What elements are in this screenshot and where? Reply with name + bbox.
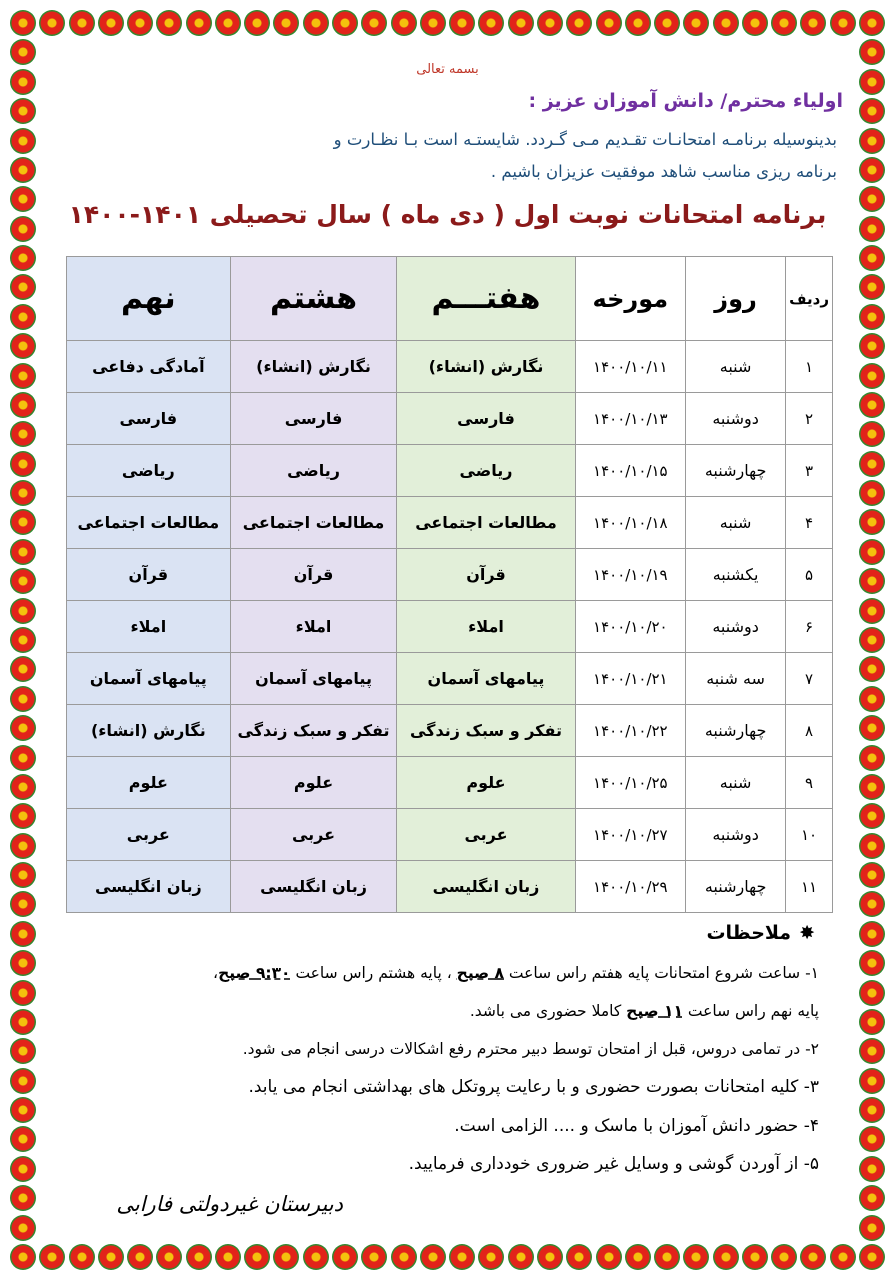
red-flower-icon (10, 509, 36, 535)
red-flower-icon (10, 862, 36, 888)
table-row (67, 705, 833, 757)
red-flower-icon (10, 803, 36, 829)
red-flower-icon (859, 304, 885, 330)
red-flower-icon (742, 1244, 768, 1270)
row-grade-8-subject: نگارش (انشاء) (230, 341, 397, 393)
greeting: اولیاء محترم/ دانش آموزان عزیز : (528, 90, 843, 112)
red-flower-icon (10, 304, 36, 330)
row-date: ۱۴۰۰/۱۰/۲۱ (575, 653, 685, 705)
red-flower-icon (10, 1215, 36, 1241)
red-flower-icon (186, 1244, 212, 1270)
red-flower-icon (10, 980, 36, 1006)
red-flower-icon (303, 1244, 329, 1270)
row-number: ۹ (786, 757, 833, 809)
red-flower-icon (10, 216, 36, 242)
red-flower-icon (859, 833, 885, 859)
red-flower-icon (859, 1244, 885, 1270)
red-flower-icon (566, 1244, 592, 1270)
row-grade-8-subject: قرآن (230, 549, 397, 601)
red-flower-icon (508, 10, 534, 36)
note-1-part-c: ، پایه هشتم راس ساعت (290, 964, 457, 982)
red-flower-icon (859, 480, 885, 506)
red-flower-icon (625, 1244, 651, 1270)
header-date: مورخه (575, 257, 685, 341)
row-date: ۱۴۰۰/۱۰/۱۸ (575, 497, 685, 549)
row-date: ۱۴۰۰/۱۰/۱۳ (575, 393, 685, 445)
red-flower-icon (683, 1244, 709, 1270)
row-grade-7-subject: زبان انگلیسی (397, 861, 575, 913)
note-1-time-grade-9: ۱۱ صبح (626, 1002, 683, 1020)
red-flower-icon (449, 1244, 475, 1270)
notes-title (706, 922, 815, 944)
red-flower-icon (10, 69, 36, 95)
row-date: ۱۴۰۰/۱۰/۱۱ (575, 341, 685, 393)
red-flower-icon (859, 598, 885, 624)
row-grade-7-subject: ریاضی (397, 445, 575, 497)
red-flower-icon (10, 568, 36, 594)
row-day: یکشنبه (686, 549, 786, 601)
table-row (67, 445, 833, 497)
table-row (67, 393, 833, 445)
red-flower-icon (332, 10, 358, 36)
red-flower-icon (10, 451, 36, 477)
red-flower-icon (713, 1244, 739, 1270)
table-row (67, 757, 833, 809)
red-flower-icon (859, 451, 885, 477)
table-row (67, 653, 833, 705)
row-grade-9-subject: قرآن (67, 549, 231, 601)
red-flower-icon (215, 1244, 241, 1270)
red-flower-icon (39, 1244, 65, 1270)
red-flower-icon (654, 10, 680, 36)
intro-line-1: بدینوسیله برنامـه امتحانـات تقـدیم مـی گـردد. شایستـه است بـا نظـارت و (333, 130, 837, 149)
red-flower-icon (771, 10, 797, 36)
row-number: ۷ (786, 653, 833, 705)
red-flower-icon (10, 1156, 36, 1182)
row-grade-9-subject: ریاضی (67, 445, 231, 497)
red-flower-icon (10, 598, 36, 624)
red-flower-icon (859, 98, 885, 124)
row-grade-8-subject: تفکر و سبک زندگی (230, 705, 397, 757)
red-flower-icon (859, 274, 885, 300)
red-flower-icon (39, 10, 65, 36)
red-flower-icon (332, 1244, 358, 1270)
red-flower-icon (859, 509, 885, 535)
row-number: ۱ (786, 341, 833, 393)
note-5: ۵- از آوردن گوشی و وسایل غیر ضروری خودداری فرمایید. (408, 1154, 819, 1174)
row-grade-9-subject: آمادگی دفاعی (67, 341, 231, 393)
red-flower-icon (10, 1126, 36, 1152)
red-flower-icon (859, 568, 885, 594)
row-grade-9-subject: فارسی (67, 393, 231, 445)
red-flower-icon (10, 39, 36, 65)
row-grade-8-subject: علوم (230, 757, 397, 809)
red-flower-icon (10, 1038, 36, 1064)
red-flower-icon (859, 627, 885, 653)
table-body (67, 341, 833, 913)
header-grade-7: هفتـــم (397, 257, 575, 341)
red-flower-icon (10, 1244, 36, 1270)
red-flower-icon (127, 10, 153, 36)
note-2: ۲- در تمامی دروس، قبل از امتحان توسط دبیر محترم رفع اشکالات درسی انجام می شود. (242, 1040, 819, 1058)
red-flower-icon (859, 745, 885, 771)
row-date: ۱۴۰۰/۱۰/۲۷ (575, 809, 685, 861)
red-flower-icon (508, 1244, 534, 1270)
note-4: ۴- حضور دانش آموزان با ماسک و .... الزامی است. (454, 1116, 819, 1136)
row-grade-9-subject: نگارش (انشاء) (67, 705, 231, 757)
red-flower-icon (625, 10, 651, 36)
row-day: شنبه (686, 757, 786, 809)
red-flower-icon (859, 774, 885, 800)
row-number: ۶ (786, 601, 833, 653)
row-grade-8-subject: پیامهای آسمان (230, 653, 397, 705)
row-grade-9-subject: علوم (67, 757, 231, 809)
table-row (67, 601, 833, 653)
red-flower-icon (10, 186, 36, 212)
red-flower-icon (859, 803, 885, 829)
red-flower-icon (449, 10, 475, 36)
row-grade-7-subject: مطالعات اجتماعی (397, 497, 575, 549)
red-flower-icon (420, 10, 446, 36)
red-flower-icon (859, 686, 885, 712)
red-flower-icon (215, 10, 241, 36)
red-flower-icon (10, 98, 36, 124)
red-flower-icon (859, 1009, 885, 1035)
row-grade-8-subject: عربی (230, 809, 397, 861)
notes-title-label: ملاحظات (706, 922, 792, 944)
header-grade-8: هشتم (230, 257, 397, 341)
red-flower-icon (69, 1244, 95, 1270)
row-day: شنبه (686, 341, 786, 393)
note-1-line-1 (59, 964, 819, 982)
row-date: ۱۴۰۰/۱۰/۲۵ (575, 757, 685, 809)
red-flower-icon (859, 39, 885, 65)
note-1-line-2 (59, 1002, 819, 1020)
red-flower-icon (830, 1244, 856, 1270)
red-flower-icon (859, 715, 885, 741)
row-number: ۴ (786, 497, 833, 549)
red-flower-icon (596, 1244, 622, 1270)
row-grade-9-subject: املاء (67, 601, 231, 653)
red-flower-icon (10, 686, 36, 712)
red-flower-icon (10, 1097, 36, 1123)
red-flower-icon (10, 833, 36, 859)
table-header-row (67, 257, 833, 341)
row-grade-9-subject: پیامهای آسمان (67, 653, 231, 705)
row-number: ۳ (786, 445, 833, 497)
row-number: ۱۰ (786, 809, 833, 861)
red-flower-icon (361, 1244, 387, 1270)
red-flower-icon (273, 10, 299, 36)
row-grade-9-subject: عربی (67, 809, 231, 861)
red-flower-icon (10, 333, 36, 359)
red-flower-icon (10, 950, 36, 976)
row-date: ۱۴۰۰/۱۰/۱۹ (575, 549, 685, 601)
red-flower-icon (478, 10, 504, 36)
red-flower-icon (10, 363, 36, 389)
row-grade-9-subject: مطالعات اجتماعی (67, 497, 231, 549)
red-flower-icon (273, 1244, 299, 1270)
red-flower-icon (10, 627, 36, 653)
red-flower-icon (10, 774, 36, 800)
red-flower-icon (244, 10, 270, 36)
red-flower-icon (859, 921, 885, 947)
red-flower-icon (859, 656, 885, 682)
red-flower-icon (859, 862, 885, 888)
red-flower-icon (10, 421, 36, 447)
note-1-part-e: ، (213, 964, 219, 982)
row-grade-8-subject: مطالعات اجتماعی (230, 497, 397, 549)
red-flower-icon (303, 10, 329, 36)
red-flower-icon (859, 157, 885, 183)
red-flower-icon (830, 10, 856, 36)
note-1-time-grade-7: ۸ صبح (456, 964, 504, 982)
red-flower-icon (742, 10, 768, 36)
red-flower-icon (391, 1244, 417, 1270)
red-flower-icon (771, 1244, 797, 1270)
row-grade-7-subject: عربی (397, 809, 575, 861)
red-flower-icon (859, 128, 885, 154)
red-flower-icon (10, 921, 36, 947)
red-flower-icon (859, 245, 885, 271)
row-day: شنبه (686, 497, 786, 549)
red-flower-icon (566, 10, 592, 36)
header-row-number: ردیف (786, 257, 833, 341)
red-flower-icon (800, 1244, 826, 1270)
row-grade-7-subject: علوم (397, 757, 575, 809)
red-flower-icon (859, 1097, 885, 1123)
row-date: ۱۴۰۰/۱۰/۱۵ (575, 445, 685, 497)
row-grade-7-subject: پیامهای آسمان (397, 653, 575, 705)
red-flower-icon (713, 10, 739, 36)
red-flower-icon (10, 245, 36, 271)
red-flower-icon (10, 128, 36, 154)
note-1-part-h: کاملا حضوری می باشد. (469, 1002, 627, 1020)
table-row (67, 861, 833, 913)
row-grade-7-subject: تفکر و سبک زندگی (397, 705, 575, 757)
red-flower-icon (859, 392, 885, 418)
note-1-part-f: پایه نهم راس ساعت (682, 1002, 819, 1020)
row-day: دوشنبه (686, 601, 786, 653)
note-1-time-grade-8: ۹:۳۰ صبح (218, 964, 291, 982)
red-flower-icon (69, 10, 95, 36)
note-3: ۳- کلیه امتحانات بصورت حضوری و با رعایت پروتکل های بهداشتی انجام می یابد. (248, 1077, 819, 1097)
row-date: ۱۴۰۰/۱۰/۲۰ (575, 601, 685, 653)
red-flower-icon (859, 891, 885, 917)
red-flower-icon (10, 1185, 36, 1211)
table-row (67, 809, 833, 861)
red-flower-icon (537, 10, 563, 36)
table-row (67, 549, 833, 601)
table-row (67, 341, 833, 393)
row-grade-8-subject: فارسی (230, 393, 397, 445)
red-flower-icon (859, 69, 885, 95)
note-1-part-a: ۱- ساعت شروع امتحانات پایه هفتم راس ساعت (504, 964, 819, 982)
intro-text (57, 124, 837, 188)
intro-line-2: برنامه ریزی مناسب شاهد موفقیت عزیزان باشیم . (490, 162, 837, 181)
red-flower-icon (127, 1244, 153, 1270)
row-day: چهارشنبه (686, 445, 786, 497)
row-day: چهارشنبه (686, 861, 786, 913)
red-flower-icon (10, 891, 36, 917)
red-flower-icon (859, 1126, 885, 1152)
red-flower-icon (361, 10, 387, 36)
red-flower-icon (683, 10, 709, 36)
row-grade-8-subject: زبان انگلیسی (230, 861, 397, 913)
red-flower-icon (478, 1244, 504, 1270)
red-flower-icon (10, 715, 36, 741)
row-grade-7-subject: املاء (397, 601, 575, 653)
row-grade-8-subject: املاء (230, 601, 397, 653)
row-grade-9-subject: زبان انگلیسی (67, 861, 231, 913)
red-flower-icon (10, 745, 36, 771)
red-flower-icon (186, 10, 212, 36)
row-grade-7-subject: فارسی (397, 393, 575, 445)
red-flower-icon (859, 1156, 885, 1182)
red-flower-icon (10, 539, 36, 565)
red-flower-icon (10, 10, 36, 36)
red-flower-icon (10, 480, 36, 506)
red-flower-icon (859, 1215, 885, 1241)
red-flower-icon (859, 333, 885, 359)
red-flower-icon (596, 10, 622, 36)
red-flower-icon (859, 216, 885, 242)
red-flower-icon (10, 274, 36, 300)
red-flower-icon (10, 1068, 36, 1094)
red-flower-icon (156, 10, 182, 36)
row-day: دوشنبه (686, 809, 786, 861)
red-flower-icon (859, 980, 885, 1006)
red-flower-icon (859, 1068, 885, 1094)
row-number: ۵ (786, 549, 833, 601)
red-flower-icon (98, 10, 124, 36)
red-flower-icon (244, 1244, 270, 1270)
table-row (67, 497, 833, 549)
row-day: چهارشنبه (686, 705, 786, 757)
row-date: ۱۴۰۰/۱۰/۲۲ (575, 705, 685, 757)
red-flower-icon (10, 392, 36, 418)
row-day: دوشنبه (686, 393, 786, 445)
header-day: روز (686, 257, 786, 341)
page-title: برنامه امتحانات نوبت اول ( دی ماه ) سال تحصیلی ۱۴۰۱-۱۴۰۰ (68, 200, 827, 229)
red-flower-icon (859, 950, 885, 976)
red-flower-icon (537, 1244, 563, 1270)
exam-schedule-page (52, 52, 843, 1228)
red-flower-icon (10, 1009, 36, 1035)
red-flower-icon (391, 10, 417, 36)
row-number: ۱۱ (786, 861, 833, 913)
red-flower-icon (156, 1244, 182, 1270)
red-flower-icon (98, 1244, 124, 1270)
red-flower-icon (654, 1244, 680, 1270)
row-grade-7-subject: نگارش (انشاء) (397, 341, 575, 393)
school-signature: دبیرستان غیردولتی فارابی (116, 1192, 343, 1216)
row-number: ۲ (786, 393, 833, 445)
red-flower-icon (859, 539, 885, 565)
red-flower-icon (859, 10, 885, 36)
exam-schedule-table (66, 256, 833, 913)
red-flower-icon (420, 1244, 446, 1270)
asterisk-star-icon: ✸ (799, 922, 815, 944)
row-grade-8-subject: ریاضی (230, 445, 397, 497)
red-flower-icon (859, 1038, 885, 1064)
header-grade-9: نهم (67, 257, 231, 341)
red-flower-icon (800, 10, 826, 36)
basmala: بسمه تعالی (416, 62, 479, 77)
row-date: ۱۴۰۰/۱۰/۲۹ (575, 861, 685, 913)
row-grade-7-subject: قرآن (397, 549, 575, 601)
red-flower-icon (859, 421, 885, 447)
red-flower-icon (859, 186, 885, 212)
red-flower-icon (10, 656, 36, 682)
red-flower-icon (859, 363, 885, 389)
row-day: سه شنبه (686, 653, 786, 705)
row-number: ۸ (786, 705, 833, 757)
red-flower-icon (859, 1185, 885, 1211)
red-flower-icon (10, 157, 36, 183)
